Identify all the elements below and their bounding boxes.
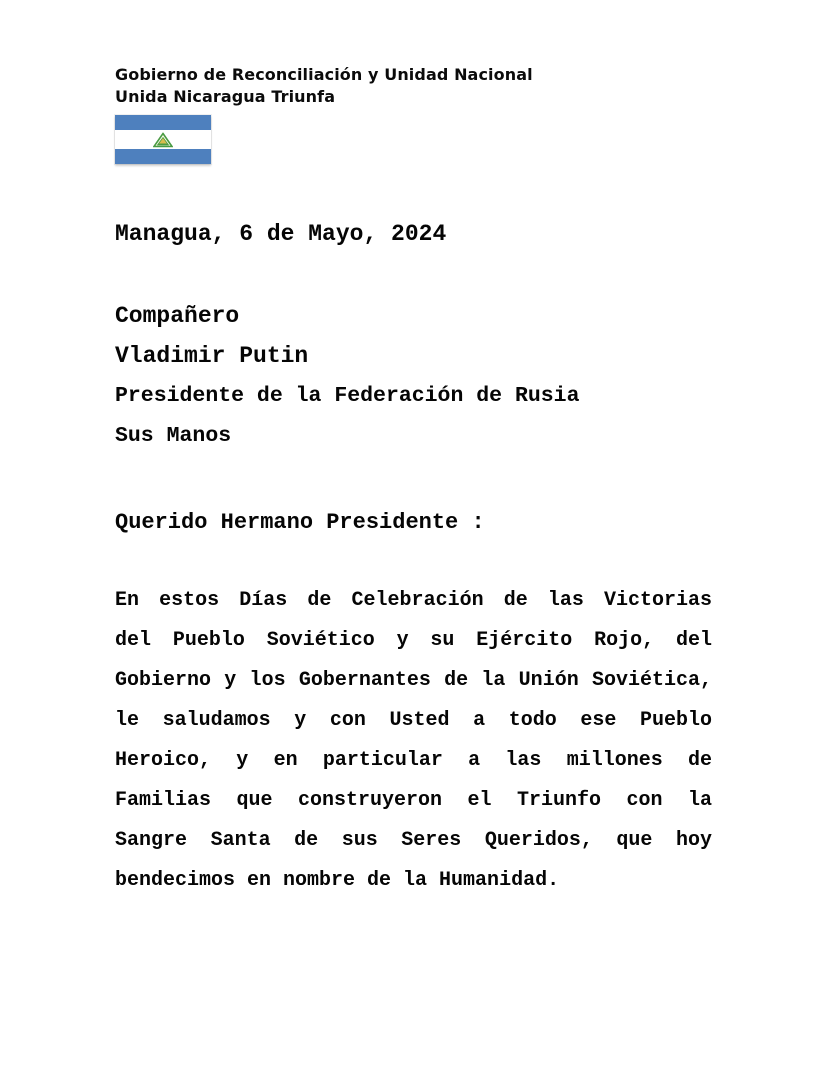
letterhead <box>115 0 712 108</box>
flag-stripe-top <box>115 115 211 130</box>
coat-of-arms-icon <box>153 132 173 147</box>
recipient-line-title: Compañero <box>115 303 240 329</box>
recipient-block <box>115 296 712 456</box>
recipient-line-delivery: Sus Manos <box>115 424 232 448</box>
flag-stripe-bottom <box>115 149 211 164</box>
body-line: Gobierno y los Gobernantes de la Unión Soviética, <box>115 669 712 692</box>
body-line: bendecimos en nombre de la Humanidad. <box>115 869 560 892</box>
body-line: le saludamos y con Usted a todo ese Pueblo <box>115 709 712 732</box>
body-line: En estos Días de Celebración de las Victorias <box>115 589 712 612</box>
letterhead-line-2: Unida Nicaragua Triunfa <box>115 87 336 106</box>
date-line: Managua, 6 de Mayo, 2024 <box>115 221 447 247</box>
body-line: Familias que construyeron el Triunfo con la <box>115 789 712 812</box>
nicaragua-flag <box>115 115 211 164</box>
body-line: Sangre Santa de sus Seres Queridos, que hoy <box>115 829 712 852</box>
recipient-line-role: Presidente de la Federación de Rusia <box>115 384 580 408</box>
body-line: del Pueblo Soviético y su Ejército Rojo, del <box>115 629 712 652</box>
recipient-line-name: Vladimir Putin <box>115 343 309 369</box>
flag-stripe-middle <box>115 130 211 148</box>
body-line: Heroico, y en particular a las millones de <box>115 749 712 772</box>
letter-body <box>115 581 712 901</box>
letterhead-line-1: Gobierno de Reconciliación y Unidad Nacional <box>115 65 533 84</box>
salutation: Querido Hermano Presidente : <box>115 510 485 535</box>
